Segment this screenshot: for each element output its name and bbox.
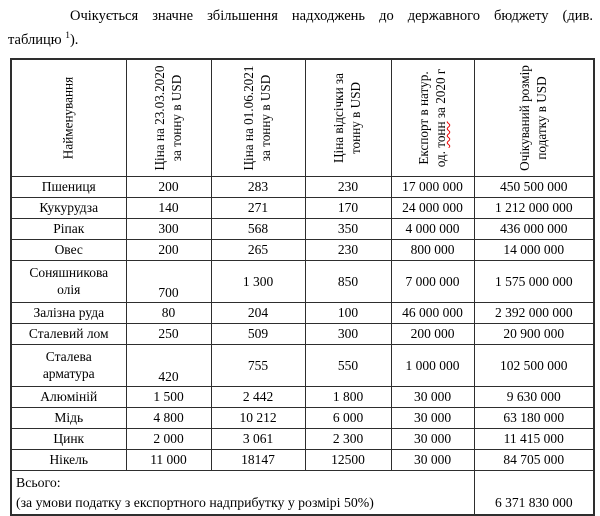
commodity-name: Цинк [11,429,126,450]
header-export-tons-label [416,65,450,171]
export-tons-value: 30 000 [391,429,474,450]
paragraph-line1: Очікується значне збільшення надходжень до державного бюджету (див. [70,8,593,24]
expected-tax-value: 102 500 000 [474,345,594,387]
cutoff-price-value: 2 300 [305,429,391,450]
price-jun2021-value: 509 [211,324,305,345]
export-tons-value: 800 000 [391,240,474,261]
commodity-name: Сталева арматура [11,345,126,387]
price-mar2020-value: 250 [126,324,211,345]
price-jun2021-value: 204 [211,303,305,324]
cutoff-price-value: 12500 [305,450,391,471]
total-label-cell [11,471,474,516]
price-jun2021-value: 283 [211,177,305,198]
commodity-name: Кукурудза [11,198,126,219]
export-tons-value: 200 000 [391,324,474,345]
price-mar2020-value: 2 000 [126,429,211,450]
expected-tax-value: 436 000 000 [474,219,594,240]
price-jun2021-value: 271 [211,198,305,219]
expected-tax-value: 2 392 000 000 [474,303,594,324]
commodity-name: Мідь [11,408,126,429]
cutoff-price-value: 350 [305,219,391,240]
price-jun2021-value: 755 [211,345,305,387]
price-jun2021-value: 2 442 [211,387,305,408]
price-mar2020-value: 420 [126,345,211,387]
expected-tax-value: 450 500 000 [474,177,594,198]
commodity-name: Сталевий лом [11,324,126,345]
price-mar2020-value: 4 800 [126,408,211,429]
expected-tax-value: 14 000 000 [474,240,594,261]
cutoff-price-value: 230 [305,240,391,261]
paragraph-line2 [8,28,593,52]
header-price-mar2020-label: Ціна на 23.03.2020 за тонну в USD [151,65,184,171]
cutoff-price-value: 230 [305,177,391,198]
commodity-name: Овес [11,240,126,261]
expected-tax-value: 1 575 000 000 [474,261,594,303]
header-export-tons [391,59,474,177]
export-label-misspelled-word: тонн [432,121,448,148]
table-row-sunflower-oil [11,261,594,303]
total-label-line1: Всього: [16,474,61,490]
commodity-name: Ріпак [11,219,126,240]
price-jun2021-value: 1 300 [211,261,305,303]
price-mar2020-value: 140 [126,198,211,219]
total-row [11,471,594,516]
commodity-name: Нікель [11,450,126,471]
cutoff-price-value: 170 [305,198,391,219]
export-tons-value: 17 000 000 [391,177,474,198]
cutoff-price-value: 300 [305,324,391,345]
commodity-name: Алюміній [11,387,126,408]
table-row-copper [11,408,594,429]
commodity-name: Пшениця [11,177,126,198]
export-tons-value: 24 000 000 [391,198,474,219]
export-tons-value: 7 000 000 [391,261,474,303]
price-mar2020-value: 700 [126,261,211,303]
price-mar2020-value: 300 [126,219,211,240]
price-jun2021-value: 3 061 [211,429,305,450]
commodity-name: Соняшникова олія [11,261,126,303]
price-jun2021-value: 568 [211,219,305,240]
export-label-pre: Експорт в натур. од. [415,71,448,168]
commodity-tax-table [10,58,595,516]
price-jun2021-value: 265 [211,240,305,261]
expected-tax-value: 84 705 000 [474,450,594,471]
header-price-mar2020 [126,59,211,177]
commodity-name: Залізна руда [11,303,126,324]
table-row-corn [11,198,594,219]
total-tax-value: 6 371 830 000 [474,471,594,516]
expected-tax-value: 20 900 000 [474,324,594,345]
expected-tax-value: 1 212 000 000 [474,198,594,219]
table-row-steel-rebar [11,345,594,387]
table-row-oats [11,240,594,261]
price-mar2020-value: 200 [126,177,211,198]
header-expected-tax-label: Очікуваний розмір податку в USD [516,65,549,171]
header-price-jun2021 [211,59,305,177]
export-tons-value: 1 000 000 [391,345,474,387]
header-cutoff-price-label: Ціна відсічки за тонну в USD [331,73,363,163]
export-tons-value: 46 000 000 [391,303,474,324]
footnote-ref: 1 [65,31,70,42]
header-cutoff-price [305,59,391,177]
price-jun2021-value: 18147 [211,450,305,471]
table-row-aluminium [11,387,594,408]
expected-tax-value: 11 415 000 [474,429,594,450]
cutoff-price-value: 6 000 [305,408,391,429]
intro-paragraph [8,4,593,52]
header-price-jun2021-label: Ціна на 01.06.2021 за тонну в USD [241,65,273,171]
price-jun2021-value: 10 212 [211,408,305,429]
table-row-zinc [11,429,594,450]
price-mar2020-value: 200 [126,240,211,261]
table-row-nickel [11,450,594,471]
table-row-wheat [11,177,594,198]
header-name-label: Найменування [60,76,76,160]
export-label-post: за 2020 г [432,68,448,119]
header-name [11,59,126,177]
paragraph-line2-text: таблицю [8,32,62,48]
cutoff-price-value: 550 [305,345,391,387]
cutoff-price-value: 850 [305,261,391,303]
total-label-line2: (за умови податку з експортного надприбутку у розмірі 50%) [16,494,374,510]
paragraph-line2-closing: ). [69,32,79,48]
table-row-steel-scrap [11,324,594,345]
price-mar2020-value: 11 000 [126,450,211,471]
export-tons-value: 4 000 000 [391,219,474,240]
expected-tax-value: 9 630 000 [474,387,594,408]
header-expected-tax [474,59,594,177]
price-mar2020-value: 1 500 [126,387,211,408]
table-row-rapeseed [11,219,594,240]
cutoff-price-value: 1 800 [305,387,391,408]
price-mar2020-value: 80 [126,303,211,324]
expected-tax-value: 63 180 000 [474,408,594,429]
table-row-iron-ore [11,303,594,324]
export-tons-value: 30 000 [391,408,474,429]
export-tons-value: 30 000 [391,450,474,471]
export-tons-value: 30 000 [391,387,474,408]
cutoff-price-value: 100 [305,303,391,324]
header-row [11,59,594,177]
